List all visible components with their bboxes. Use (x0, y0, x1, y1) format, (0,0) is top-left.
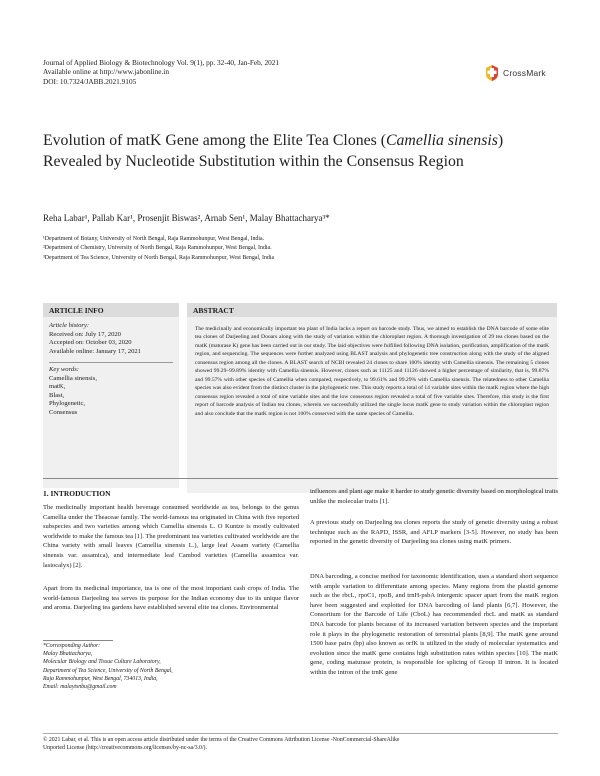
author-email[interactable]: Email: malaytsnbu@gmail.com (43, 684, 117, 691)
journal-url[interactable]: Available online at http://www.jabonline.in (43, 67, 170, 77)
affiliation-2: ²Department of Chemistry, University of North Bengal, Raja Rammohunpur, West Bengal, India. (43, 245, 272, 252)
affiliation-3: ³Department of Tea Science, University of North Bengal, Raja Rammohunpur, West Bengal, India (43, 254, 275, 261)
article-info-header: ARTICLE INFO (43, 303, 179, 317)
abstract-text: The medicinally and economically important tea plant of India lacks a report on barcode study. Thus, we aimed to establish the DNA barcode of some elite tea clones of Darjeeling and Dooars along with the study of variation within the chloroplast region. A thorough investigation of 29 tea clones based on the matK (maturase K) gene has been carried out in our study. The laid objectives were fulfilled following DNA isolation, purification, amplification of the matK region, and sequencing. The sequences were further analyzed using BLAST analysis and phylogenetic tree construction along with the study of the aligned consensus region among all the clones. A BLAST search of NCBI revealed 24 clones to share 100% identity with Camellia sinensis. The remaining 5 clones showed 99.29–99.89% identity with Camellia sinensis. However, clones such as 11125 and 11126 showed a higher percentage of similarity, that is, 99.87% and 99.57% with other species of Camellia when compared, respectively, to 99.61% and 99.29% with Camellia sinensis. The relatedness to other Camellia species was also evident from the distinct cluster in the phylogenetic tree. This study reports a total of 14 variable sites within the matK region where the high consensus region revealed a total of nine variable sites and the low consensus region revealed a total of five variable sites. Therefore, this study is the first report of barcode analysis of Indian tea clones, wherein we successfully utilized the single locus matK gene to study variation within the chloroplast region and also conclude that the matK region is not 100% conserved with the same species of Camellia. (195, 326, 549, 417)
intro-paragraph-1: The medicinally important health beverage consumed worldwide as tea, belongs to the genus Camellia under the Theaceae family. The world-famous tea originated in China with five reported subspecies and two varieties among which Camellia sinensis L. O Kuntze is mostly cultivated worldwide to make the famous tea [1]. The predominant tea varieties cultivated worldwide are the China variety with small leaves (Camellia sinensis L.), large leaf Assam variety (Camellia sinensis var. assamica), and intermediate leaf Cambod varieties (Camellia assamica var. lasiocalyx) [2]. (43, 504, 299, 569)
keyword: Phylogenetic, (49, 400, 86, 407)
license-footer: © 2021 Labar, et al. This is an open access article distributed under the terms of the Creative Commons Attribution License -NonCommercial-ShareAlike Unported License (http://creativecommons.org/licenses/by-nc-sa/3.0/). (43, 736, 563, 752)
keyword: Blast, (49, 391, 65, 399)
abstract-header: ABSTRACT (187, 303, 557, 317)
keyword: matK, (49, 383, 66, 390)
footnote-divider (43, 640, 113, 641)
journal-doi[interactable]: DOI: 10.7324/JABB.2021.9105 (43, 76, 137, 86)
article-title: Evolution of matK Gene among the Elite Tea Clones (Camellia sinensis) Revealed by Nucleotide Substitution within the Consensus Region (43, 132, 504, 170)
available-date: Available online: January 17, 2021 (49, 347, 141, 355)
abstract-box (187, 303, 557, 493)
corresponding-author: *Corresponding Author: Malay Bhattacharya, Molecular Biology and Tissue Culture Laboratory, Department of Tea Science, University of North Bengal, Raja Rammohunpur, West Bengal, 734013, India, Email: malaytsnbu@gmail.com (43, 642, 299, 691)
intro-paragraph-3: influences and plant age make it harder to study genetic diversity based on morphological traits unlike the molecular traits [1]. (310, 488, 559, 505)
affiliation-1: ¹Department of Botany, University of North Bengal, Raja Rammohunpur, West Bengal, India. (43, 236, 265, 242)
received-date: Received on: July 17, 2020 (49, 330, 121, 338)
crossmark-badge[interactable] (484, 62, 560, 84)
footer-divider (43, 733, 558, 734)
article-info-box (43, 303, 179, 488)
keywords: Key words: Camellia sinensis, matK, Blast, Phylogenetic, Consensus (43, 363, 179, 417)
crossmark-icon (484, 64, 500, 82)
crossmark-label: CrossMark (503, 68, 546, 78)
journal-citation: Journal of Applied Biology & Biotechnology Vol. 9(1), pp. 32-40, Jan-Feb, 2021 (43, 58, 280, 67)
section-divider (43, 478, 558, 479)
affiliations (43, 235, 274, 263)
section-heading-introduction: 1. INTRODUCTION (43, 489, 111, 498)
intro-paragraph-4: A previous study on Darjeeling tea clones reports the study of genetic diversity using a robust technique such as the RAPD, ISSR, and AFLP markers [3-5]. However, no study has been reported in the genetic diversity of Darjeeling tea clones using matK primers. (310, 519, 558, 546)
journal-header (43, 58, 279, 86)
keyword: Consensus (49, 408, 78, 416)
intro-paragraph-2: Apart from its medicinal importance, tea is one of the most important cash crops of India. The world-famous Darjeeling tea serves its purpose for the Indian economy due to its unique flavor and aroma. Darjeeling tea gardens have established several elite tea clones. Environmental (43, 585, 299, 612)
author-list: Reha Labar¹, Pallab Kar¹, Prosenjit Biswas², Arnab Sen¹, Malay Bhattacharya³* (43, 213, 330, 223)
license-link[interactable]: Unported License (http://creativecommons.org/licenses/by-nc-sa/3.0/). (43, 745, 207, 752)
article-history: Article history: Received on: July 17, 2020 Accepted on: October 03, 2020 Available online: January 17, 2021 (43, 317, 179, 356)
keyword: Camellia sinensis, (49, 374, 97, 382)
intro-paragraph-5: DNA barcoding, a concise method for taxonomic identification, uses a standard short sequence with ample variation to differentiate among species. Many regions from the plastid genome such as the rbcL, rpoC1, rpoB, and trnH-psbA intergenic spacer apart from the matK region have been suggested and exploited for DNA barcoding of land plants [6,7]. However, the Consortium for the Barcode of Life (CboL) has recommended rbcL and matK as standard DNA barcode for plants because of its increased variation between species and the important role it plays in the phylogenetic restoration of terrestrial plants [8,9]. The matK gene around 1500 base pairs (bp) also known as orfK is utilized in the study of molecular systematics and evolution since the matK gene contains high substitution rates within species [10]. The matK gene, coding maturase protein, is responsible for splicing of Group II intron. It is located within the intron of the trnK gene (310, 573, 558, 676)
accepted-date: Accepted on: October 03, 2020 (49, 339, 132, 346)
